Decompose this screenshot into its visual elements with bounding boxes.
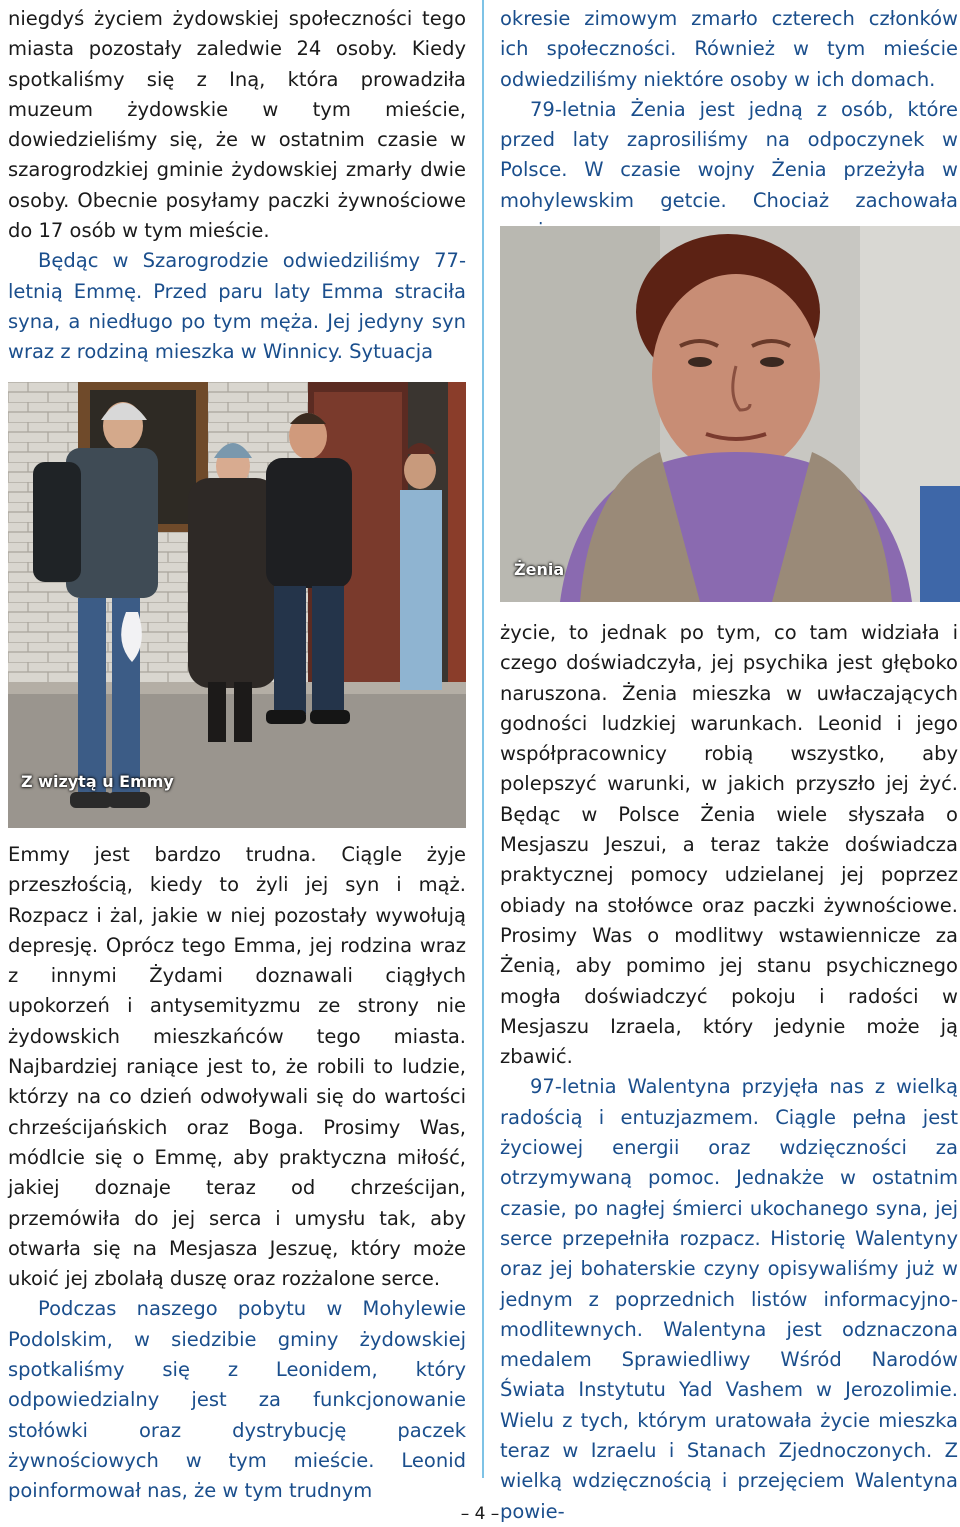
- photo-zenia: [500, 226, 960, 602]
- photo-emma-illustration: [8, 382, 466, 828]
- photo-zenia-illustration: [500, 226, 960, 602]
- photo-caption: Z wizytą u Emmy: [21, 772, 174, 791]
- left-column-top: [8, 4, 466, 368]
- column-divider: [482, 0, 484, 1478]
- page-number: – 4 –: [460, 1504, 500, 1524]
- right-column-top: [500, 4, 958, 246]
- photo-emma-visit: [8, 382, 466, 828]
- photo-caption: Żenia: [514, 560, 565, 579]
- paragraph: Emmy jest bardzo trudna. Ciągle żyje przeszłością, kiedy to żyli jej syn i mąż. Rozpacz i żal, jakie w niej pozostały wywołują depresję. Oprócz tego Emma, jej rodzina wraz z innymi Żydami doznawali ciągłych upokorzeń i antysemityzmu ze strony nie żydowskich mieszkańców tego miasta. Najbardziej raniące jest to, że robili to ludzie, którzy na co dzień odwoływali się do wartości chrześcijańskich oraz Boga. Prosimy Was, módlcie się o Emmę, aby praktyczna miłość, jakiej doznaje teraz od chrześcijan, przemówiła do jej serca i umysłu tak, aby otwarła się na Mesjasza Jeszuę, który może ukoić jej zbolałą duszę oraz rozżalone serce.: [8, 843, 466, 1291]
- paragraph: niegdyś życiem żydowskiej społeczności tego miasta pozostały zaledwie 24 osoby. Kiedy spotkaliśmy się z Iną, która prowadziła muzeum żydowskie w tym mieście, dowiedzieliśmy się, że w ostatnim czasie w szarogrodzkiej gminie żydowskiej zmarły dwie osoby. Obecnie posyłamy paczki żywnościowe do 17 osób w tym mieście.: [8, 7, 466, 243]
- paragraph: życie, to jednak po tym, co tam widziała i czego doświadczyła, jej psychika jest głęboko naruszona. Żenia mieszka w uwłaczających godności ludzkiej warunkach. Leonid i jego współpracownicy robią wszystko, aby polepszyć warunki, w jakich przyszło jej żyć. Będąc w Polsce Żenia wiele słyszała o Mesjaszu Jeszui, a teraz także doświadcza praktycznej pomocy udzielanej jej poprzez obiady na stołówce oraz paczki żywnościowe. Prosimy Was o modlitwy wstawiennicze za Żenią, aby pomimo jej stanu psychicznego mogła doświadczyć pokoju i radości w Mesjaszu Izraela, który jedynie może ją zbawić.: [500, 621, 958, 1069]
- paragraph: 79-letnia Żenia jest jedną z osób, które przed laty zaprosiliśmy na odpoczynek w Polsce. W czasie wojny Żenia przeżyła w mohylewskim getcie. Chociaż zachowała: [500, 97, 958, 212]
- paragraph: Podczas naszego pobytu w Mohylewie Podolskim, w siedzibie gminy żydowskiej spotkaliśmy się z Leonidem, który odpowiedzialny jest za funkcjonowanie stołówki oraz dystrybucję paczek żywnościowych w tym mieście. Leonid poinformował nas, że w tym trudnym: [8, 1297, 466, 1503]
- left-column-bottom: [8, 840, 466, 1507]
- right-column-bottom: [500, 618, 958, 1527]
- paragraph: Będąc w Szarogrodzie odwiedziliśmy 77-letnią Emmę. Przed paru laty Emma straciła syna, a niedługo po tym męża. Jej jedyny syn wraz z rodziną mieszka w Winnicy. Sytuacja: [8, 249, 466, 364]
- paragraph: okresie zimowym zmarło czterech członków ich społeczności. Również w tym mieście odwiedziliśmy niektóre osoby w ich domach.: [500, 7, 958, 91]
- paragraph: 97-letnia Walentyna przyjęła nas z wielką radością i entuzjazmem. Ciągle pełna jest życiowej energii oraz wdzięczności za otrzymywaną pomoc. Jednakże w ostatnim czasie, po nagłej śmierci ukochanego syna, jej serce przepełniła rozpacz. Historię Walentyny oraz jej bohaterskie czyny opisywaliśmy już w jednym z poprzednich listów informacyjno-modlitewnych. Walentyna jest odznaczona medalem Sprawiedliwy Wśród Narodów Świata Instytutu Yad Vashem w Jerozolimie. Wielu z tych, którym uratowała życie mieszka teraz w Izraelu i Stanach Zjednoczonych. Z wielką wdzięcznością i przejęciem Walentyna powie-: [500, 1075, 958, 1523]
